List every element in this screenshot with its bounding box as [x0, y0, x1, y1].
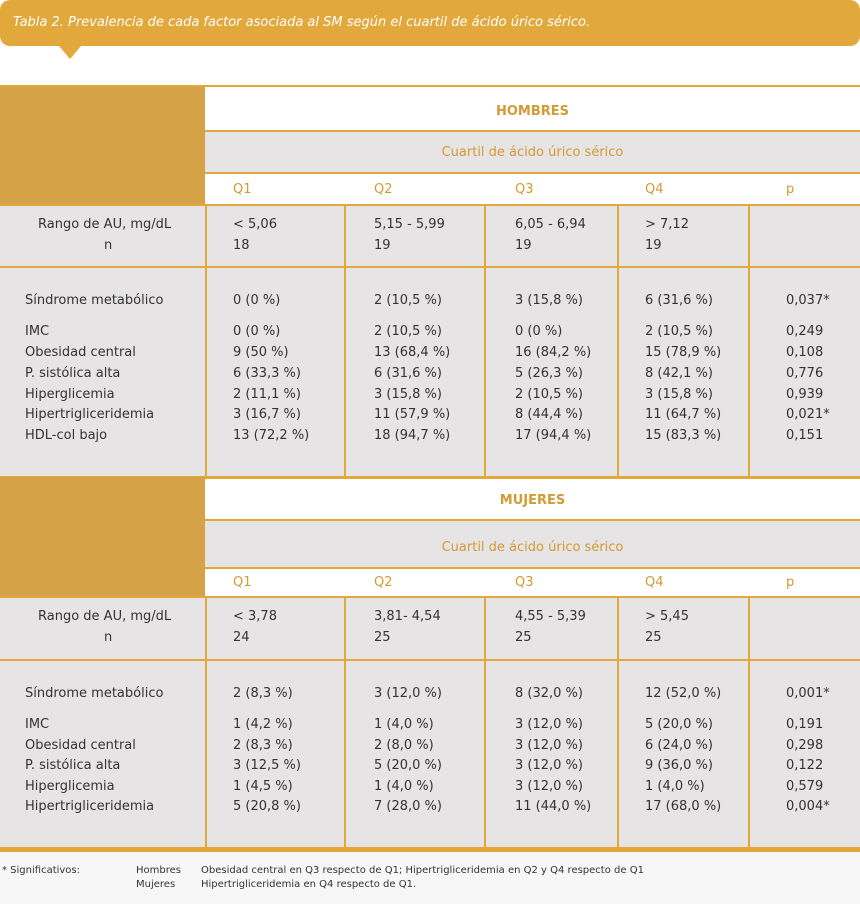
range-value: 5,15 - 5,99: [374, 217, 445, 232]
row-label: P. sistólica alta: [25, 758, 121, 773]
table-cell: 2 (10,5 %): [645, 324, 713, 339]
rule: [205, 519, 860, 521]
column-header-q1: Q1: [233, 182, 252, 197]
rule: [205, 85, 860, 87]
rule: [0, 596, 860, 598]
n-label: n: [104, 238, 113, 253]
table-cell: 0 (0 %): [233, 293, 281, 308]
table-cell: 2 (10,5 %): [374, 324, 442, 339]
table-cell: 2 (10,5 %): [374, 293, 442, 308]
table-cell: 3 (15,8 %): [645, 387, 713, 402]
table-cell: 0,776: [786, 366, 824, 381]
range-value: 6,05 - 6,94: [515, 217, 586, 232]
table-cell: 3 (16,7 %): [233, 407, 301, 422]
table-cell: 2 (8,0 %): [374, 738, 434, 753]
n-value: 18: [233, 238, 250, 253]
table-cell: 3 (12,0 %): [515, 738, 583, 753]
range-value: < 3,78: [233, 609, 277, 624]
table-cell: 8 (44,4 %): [515, 407, 583, 422]
footnote-area: [0, 852, 860, 904]
column-divider: [484, 598, 486, 847]
range-value: > 7,12: [645, 217, 689, 232]
rule: [205, 477, 860, 479]
row-label: HDL-col bajo: [25, 428, 108, 443]
rule: [0, 85, 205, 87]
table-cell: 0,191: [786, 717, 824, 732]
column-header-q3: Q3: [515, 182, 534, 197]
footnote-group-hombres: Hombres: [136, 865, 181, 876]
column-header-q2: Q2: [374, 575, 393, 590]
table-cell: 2 (8,3 %): [233, 738, 293, 753]
table-cell: 9 (50 %): [233, 345, 289, 360]
column-header-q3: Q3: [515, 575, 534, 590]
table-cell: 1 (4,2 %): [233, 717, 293, 732]
table-cell: 0,004*: [786, 799, 830, 814]
n-value: 25: [515, 630, 532, 645]
table-cell: 0 (0 %): [233, 324, 281, 339]
table-cell: 8 (42,1 %): [645, 366, 713, 381]
table-cell: 6 (31,6 %): [645, 293, 713, 308]
range-value: 3,81- 4,54: [374, 609, 441, 624]
n-value: 19: [374, 238, 391, 253]
table-cell: 5 (20,8 %): [233, 799, 301, 814]
table-cell: 6 (24,0 %): [645, 738, 713, 753]
table-cell: 13 (72,2 %): [233, 428, 310, 443]
n-value: 19: [645, 238, 662, 253]
section-subtitle: Cuartil de ácido úrico sérico: [441, 540, 624, 555]
row-label: Hiperglicemia: [25, 387, 115, 402]
range-value: 4,55 - 5,39: [515, 609, 586, 624]
table-cell: 5 (20,0 %): [645, 717, 713, 732]
column-divider: [205, 598, 207, 847]
table-cell: 0,939: [786, 387, 824, 402]
table-cell: 16 (84,2 %): [515, 345, 592, 360]
table-cell: 3 (12,0 %): [515, 779, 583, 794]
row-label: Hipertrigliceridemia: [25, 407, 155, 422]
column-divider: [617, 206, 619, 476]
column-header-p: p: [786, 575, 795, 590]
column-divider: [205, 206, 207, 476]
table-cell: 1 (4,5 %): [233, 779, 293, 794]
n-value: 25: [645, 630, 662, 645]
table-cell: 0,579: [786, 779, 824, 794]
table-cell: 2 (11,1 %): [233, 387, 301, 402]
table-cell: 15 (83,3 %): [645, 428, 722, 443]
row-label: Síndrome metabólico: [25, 293, 164, 308]
table-cell: 6 (31,6 %): [374, 366, 442, 381]
rule: [0, 204, 860, 206]
table-cell: 3 (12,0 %): [515, 717, 583, 732]
column-header-q1: Q1: [233, 575, 252, 590]
column-header-q4: Q4: [645, 182, 664, 197]
table-cell: 0,122: [786, 758, 824, 773]
column-divider: [344, 598, 346, 847]
table-cell: 3 (12,0 %): [515, 758, 583, 773]
row-label: Obesidad central: [25, 345, 136, 360]
section-header-block: [0, 85, 205, 204]
row-label: Obesidad central: [25, 738, 136, 753]
table-cell: 0,108: [786, 345, 824, 360]
range-value: > 5,45: [645, 609, 689, 624]
caption-text: Tabla 2. Prevalencia de cada factor asociada al SM según el cuartil de ácido úrico sérico.: [13, 15, 591, 30]
table-cell: 3 (12,5 %): [233, 758, 301, 773]
table-cell: 0,151: [786, 428, 824, 443]
table-cell: 3 (15,8 %): [515, 293, 583, 308]
table-cell: 11 (44,0 %): [515, 799, 592, 814]
n-label: n: [104, 630, 113, 645]
table-cell: 5 (26,3 %): [515, 366, 583, 381]
range-label: Rango de AU, mg/dL: [38, 217, 172, 232]
table-cell: 2 (8,3 %): [233, 686, 293, 701]
column-header-p: p: [786, 182, 795, 197]
table-caption: [0, 0, 860, 46]
row-label: Hiperglicemia: [25, 779, 115, 794]
table-cell: 0,021*: [786, 407, 830, 422]
table-cell: 11 (64,7 %): [645, 407, 722, 422]
range-label: Rango de AU, mg/dL: [38, 609, 172, 624]
rule: [205, 130, 860, 132]
row-label: IMC: [25, 324, 50, 339]
column-header-q4: Q4: [645, 575, 664, 590]
row-label: Hipertrigliceridemia: [25, 799, 155, 814]
table-cell: 5 (20,0 %): [374, 758, 442, 773]
range-value: < 5,06: [233, 217, 277, 232]
table-cell: 0,001*: [786, 686, 830, 701]
row-label: IMC: [25, 717, 50, 732]
table-cell: 0,037*: [786, 293, 830, 308]
section-title: MUJERES: [499, 493, 566, 508]
table-cell: 11 (57,9 %): [374, 407, 451, 422]
column-header-q2: Q2: [374, 182, 393, 197]
footnote-group-mujeres: Mujeres: [136, 879, 176, 890]
table-cell: 17 (68,0 %): [645, 799, 722, 814]
footnote-text-mujeres: Hipertrigliceridemia en Q4 respecto de Q1.: [201, 879, 417, 890]
column-divider: [617, 598, 619, 847]
table-cell: 17 (94,4 %): [515, 428, 592, 443]
column-divider: [344, 206, 346, 476]
n-value: 24: [233, 630, 250, 645]
table-cell: 3 (12,0 %): [374, 686, 442, 701]
column-divider: [484, 206, 486, 476]
rule: [205, 172, 860, 174]
table-cell: 1 (4,0 %): [374, 779, 434, 794]
column-divider: [748, 598, 750, 847]
column-divider: [748, 206, 750, 476]
table-cell: 15 (78,9 %): [645, 345, 722, 360]
rule: [0, 266, 860, 268]
footnote-text-hombres: Obesidad central en Q3 respecto de Q1; Hipertrigliceridemia en Q2 y Q4 respecto de Q1: [201, 865, 644, 876]
table-cell: 12 (52,0 %): [645, 686, 722, 701]
footnote-label: * Significativos:: [2, 865, 81, 876]
table-cell: 7 (28,0 %): [374, 799, 442, 814]
rule: [0, 659, 860, 661]
rule: [205, 567, 860, 569]
n-value: 19: [515, 238, 532, 253]
table-cell: 1 (4,0 %): [374, 717, 434, 732]
section-title: HOMBRES: [495, 104, 570, 119]
row-label: P. sistólica alta: [25, 366, 121, 381]
table-cell: 0,298: [786, 738, 824, 753]
table-cell: 0,249: [786, 324, 824, 339]
table-cell: 8 (32,0 %): [515, 686, 583, 701]
table-cell: 18 (94,7 %): [374, 428, 451, 443]
table-cell: 9 (36,0 %): [645, 758, 713, 773]
table-cell: 13 (68,4 %): [374, 345, 451, 360]
row-label: Síndrome metabólico: [25, 686, 164, 701]
n-value: 25: [374, 630, 391, 645]
table-cell: 1 (4,0 %): [645, 779, 705, 794]
section-header-block: [0, 477, 205, 596]
table-cell: 6 (33,3 %): [233, 366, 301, 381]
table-cell: 0 (0 %): [515, 324, 563, 339]
table-cell: 3 (15,8 %): [374, 387, 442, 402]
caption-pointer: [59, 46, 81, 59]
table-cell: 2 (10,5 %): [515, 387, 583, 402]
section-subtitle: Cuartil de ácido úrico sérico: [441, 145, 624, 160]
